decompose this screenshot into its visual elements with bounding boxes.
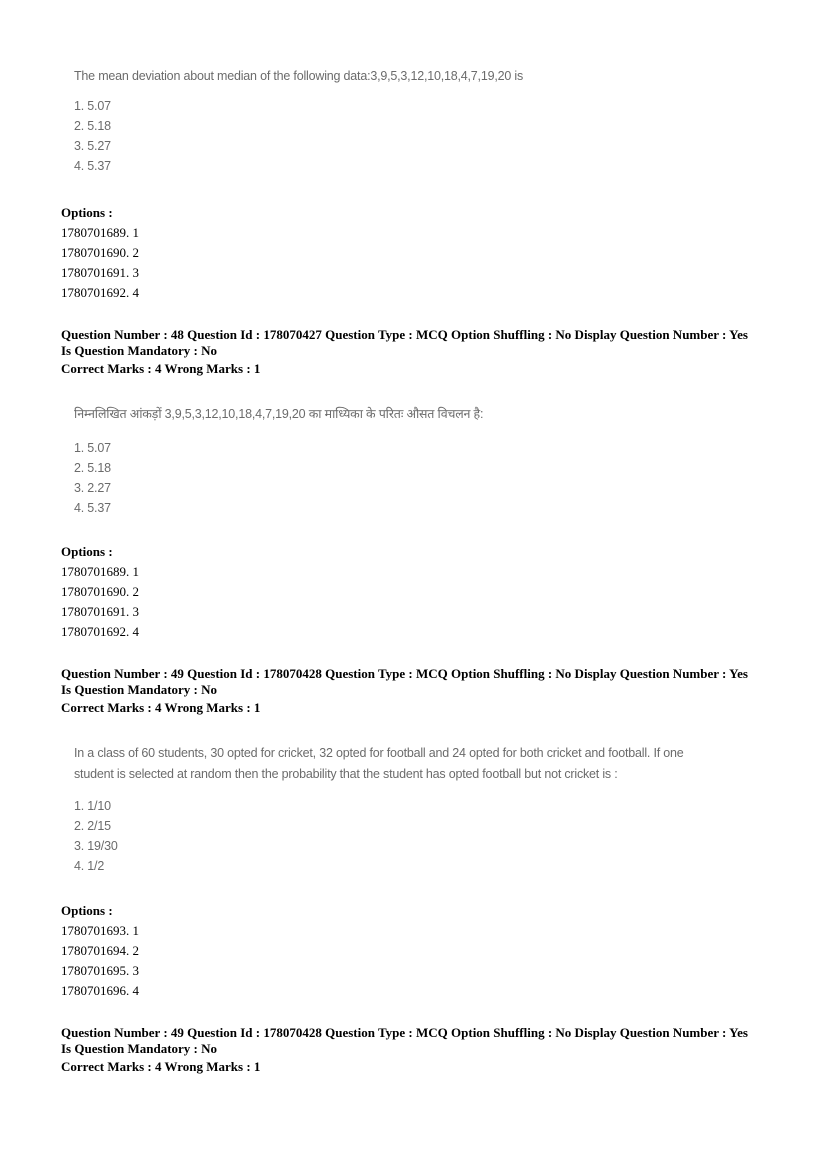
option-id: 1780701689. 1 [61,564,139,579]
question-header: Question Number : 49 Question Id : 178070428 Question Type : MCQ Option Shuffling : No Display Question Number : Yes [61,666,748,681]
question-meta-49-repeat [61,1025,748,1075]
marks-line: Correct Marks : 4 Wrong Marks : 1 [61,361,261,376]
question-text-line: student is selected at random then the probability that the student has opted football but not cricket is : [74,767,618,781]
mandatory-line: Is Question Mandatory : No [61,682,218,697]
question-image-3 [74,743,684,876]
choice-item: 2. 5.18 [74,119,111,133]
question-text: निम्नलिखित आंकड़ों 3,9,5,3,12,10,18,4,7,19,20 का माध्यिका के परितः औसत विचलन है: [74,407,484,421]
marks-line: Correct Marks : 4 Wrong Marks : 1 [61,700,261,715]
choice-list [74,438,483,518]
options-block-3 [61,901,139,1001]
choice-item: 4. 1/2 [74,859,105,873]
option-id: 1780701690. 2 [61,245,139,260]
choice-item: 4. 5.37 [74,159,111,173]
option-id: 1780701693. 1 [61,923,139,938]
option-id: 1780701689. 1 [61,225,139,240]
question-image-2 [74,404,483,518]
choice-item: 2. 2/15 [74,819,111,833]
mandatory-line: Is Question Mandatory : No [61,1041,218,1056]
option-id: 1780701694. 2 [61,943,139,958]
mandatory-line: Is Question Mandatory : No [61,343,218,358]
option-id: 1780701690. 2 [61,584,139,599]
choice-item: 1. 5.07 [74,99,111,113]
option-id: 1780701691. 3 [61,604,139,619]
choice-list [74,96,523,176]
option-id: 1780701692. 4 [61,624,139,639]
choice-item: 1. 1/10 [74,799,111,813]
option-id: 1780701692. 4 [61,285,139,300]
question-header: Question Number : 48 Question Id : 178070427 Question Type : MCQ Option Shuffling : No Display Question Number : Yes [61,327,748,342]
question-text: The mean deviation about median of the following data:3,9,5,3,12,10,18,4,7,19,20 is [74,69,524,83]
options-label: Options : [61,544,113,559]
choice-item: 1. 5.07 [74,441,111,455]
option-id: 1780701695. 3 [61,963,139,978]
question-text-line: In a class of 60 students, 30 opted for cricket, 32 opted for football and 24 opted for both cricket and football. If one [74,746,684,760]
choice-item: 3. 5.27 [74,139,111,153]
options-block-2 [61,542,139,642]
marks-line: Correct Marks : 4 Wrong Marks : 1 [61,1059,261,1074]
choice-item: 2. 5.18 [74,461,111,475]
options-label: Options : [61,903,113,918]
question-image-1 [74,66,523,176]
choice-item: 4. 5.37 [74,501,111,515]
choice-item: 3. 19/30 [74,839,118,853]
options-label: Options : [61,205,113,220]
option-id: 1780701691. 3 [61,265,139,280]
choice-list [74,796,684,876]
choice-item: 3. 2.27 [74,481,111,495]
question-meta-48 [61,327,748,377]
question-header: Question Number : 49 Question Id : 178070428 Question Type : MCQ Option Shuffling : No Display Question Number : Yes [61,1025,748,1040]
options-block-1 [61,203,139,303]
option-id: 1780701696. 4 [61,983,139,998]
question-meta-49 [61,666,748,716]
